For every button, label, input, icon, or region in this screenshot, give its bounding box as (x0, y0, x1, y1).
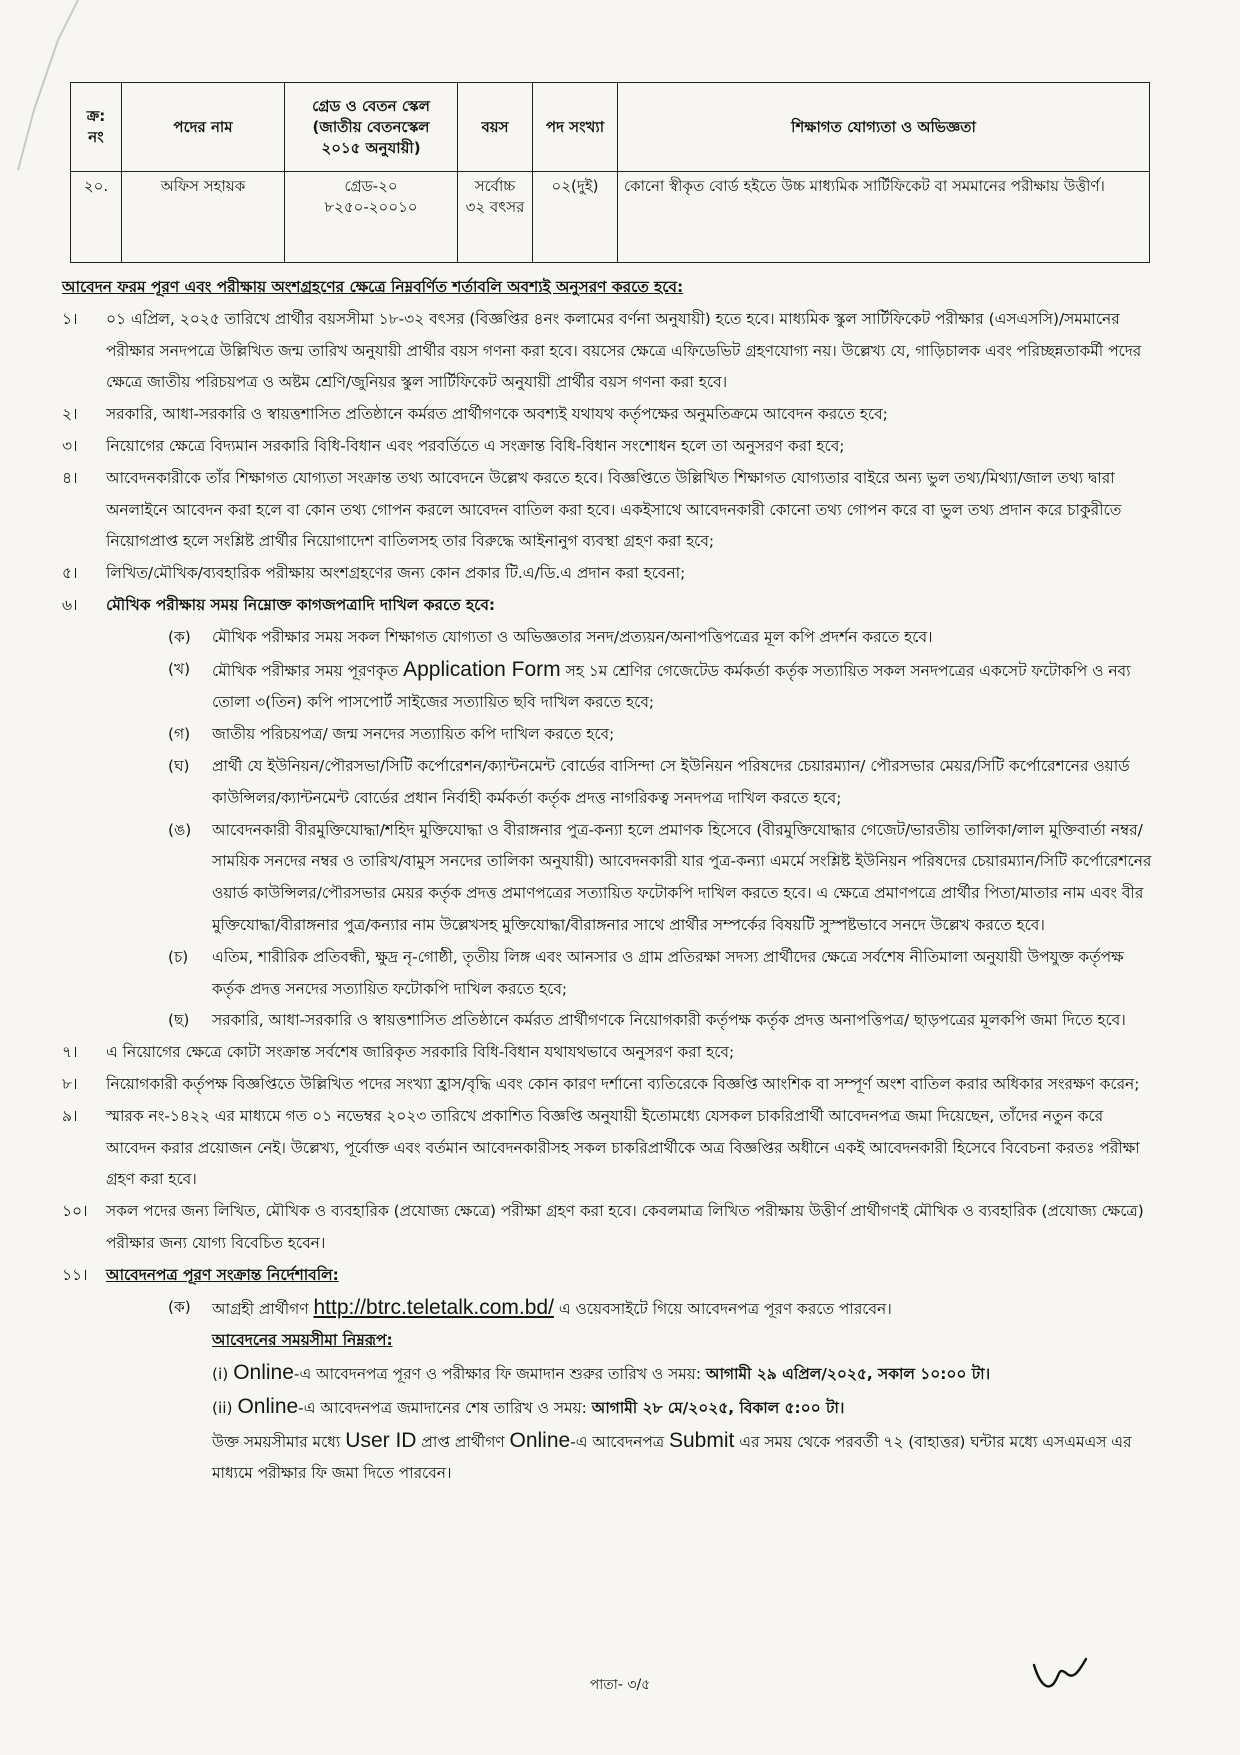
deadline-end-date: আগামী ২৮ মে/২০২৫, বিকাল ৫:০০ টা। (591, 1398, 845, 1417)
condition-item (62, 463, 1154, 558)
header-grade-scale: গ্রেড ও বেতন স্কেল (জাতীয় বেতনস্কেল ২০১৫ অনুযায়ী) (285, 83, 458, 172)
sub-item-text: এ ওয়েবসাইটে গিয়ে আবেদনপত্র পূরণ করতে পারবেন। (558, 1299, 892, 1318)
item-number: ৯। (62, 1106, 78, 1125)
sub-item (62, 622, 1154, 654)
sub-item-mark: (ঘ) (168, 756, 190, 775)
online-text: Online (233, 1361, 294, 1385)
condition-item (62, 1069, 1154, 1101)
cell-post-name: অফিস সহায়ক (122, 172, 285, 263)
item-text: স্মারক নং-১৪২২ এর মাধ্যমে গত ০১ নভেম্বর ২০২৩ তারিখে প্রকাশিত বিজ্ঞপ্তি অনুযায়ী ইতোমধ্যে যেসকল চাকরিপ্রার্থী আবেদনপত্র জমা দিয়েছেন, তাঁদের নতুন করে আবেদন করার প্রয়োজন নেই। উল্লেখ্য, পূর্বোক্ত এবং বর্তমান আবেদনকারীসহ সকল চাকরিপ্রার্থীকে অত্র বিজ্ঞপ্তির অধীনে একই আবেদনকারী হিসেবে বিবেচনা করতঃ পরীক্ষা গ্রহণ করা হবে। (106, 1106, 1140, 1189)
condition-item (62, 304, 1154, 399)
sub-item-mark: (ছ) (168, 1011, 190, 1030)
item-number: ১। (62, 309, 78, 328)
deadline-start (62, 1357, 1154, 1391)
sub-item-text: সরকারি, আধা-সরকারি ও স্বায়ত্তশাসিত প্রতিষ্ঠানে কর্মরত প্রার্থীগণকে নিয়োগকারী কর্তৃপক্ষ কর্তৃক প্রদত্ত অনাপত্তিপত্র/ ছাড়পত্রের মূলকপি জমা দিতে হবে। (212, 1011, 1126, 1030)
sub-item (62, 815, 1154, 942)
sub-item-mark: (ঙ) (168, 820, 192, 839)
sub-item-text: এতিম, শারীরিক প্রতিবন্ধী, ক্ষুদ্র নৃ-গোষ্ঠী, তৃতীয় লিঙ্গ এবং আনসার ও গ্রাম প্রতিরক্ষা সদস্য প্রার্থীদের ক্ষেত্রে সর্বশেষ নীতিমালা অনুযায়ী উপযুক্ত কর্তৃপক্ষ কর্তৃক প্রদত্ত সনদের সত্যায়িত ফটোকপি দাখিল করতে হবে; (212, 947, 1124, 998)
deadline-title: আবেদনের সময়সীমা নিম্নরূপ: (212, 1331, 393, 1350)
fee-note (62, 1425, 1154, 1491)
sub-item-mark: (চ) (168, 947, 189, 966)
item-number: ২। (62, 405, 78, 424)
header-serial: ক্র: নং (71, 83, 122, 172)
item-text: নিয়োগের ক্ষেত্রে বিদ্যমান সরকারি বিধি-বিধান এবং পরবর্তিতে এ সংক্রান্ত বিধি-বিধান সংশোধন হলে তা অনুসরণ করা হবে; (106, 436, 845, 455)
header-post-name: পদের নাম (122, 83, 285, 172)
item-number: ৭। (62, 1043, 78, 1062)
item-text: এ নিয়োগের ক্ষেত্রে কোটা সংক্রান্ত সর্বশেষ জারিকৃত সরকারি বিধি-বিধান যথাযথভাবে অনুসরণ করা হবে; (106, 1043, 735, 1062)
sub-item-text: আগ্রহী প্রার্থীগণ (212, 1299, 309, 1318)
sub-item (62, 751, 1154, 815)
fee-note-text: এর সময় থেকে পরবর্তী ৭২ (বাহাত্তর) ঘন্টার মধ্যে এসএমএস এর মাধ্যমে পরীক্ষার ফি জমা দিতে পারবেন। (212, 1432, 1132, 1483)
sub-item-text: মৌখিক পরীক্ষার সময় সকল শিক্ষাগত যোগ্যতা ও অভিজ্ঞতার সনদ/প্রত্যয়ন/অনাপত্তিপত্রের মূল কপি প্রদর্শন করতে হবে। (212, 627, 933, 646)
deadline-heading (62, 1325, 1154, 1357)
item-text: সকল পদের জন্য লিখিত, মৌখিক ও ব্যবহারিক (প্রযোজ্য ক্ষেত্রে) পরীক্ষা গ্রহণ করা হবে। কেবলমাত্র লিখিত পরীক্ষায় উত্তীর্ণ প্রার্থীগণই মৌখিক ও ব্যবহারিক (প্রযোজ্য ক্ষেত্রে) পরীক্ষার জন্য যোগ্য বিবেচিত হবেন। (106, 1202, 1144, 1252)
sub-item (62, 719, 1154, 751)
condition-item-6 (62, 590, 1154, 622)
table-header-row (71, 83, 1150, 172)
deadline-text: -এ আবেদনপত্র জমাদানের শেষ তারিখ ও সময়: (298, 1398, 587, 1417)
sub-item-text: সহ ১ম শ্রেণির গেজেটেড কর্মকর্তা কর্তৃক সত্যায়িত সকল সনদপত্রের একসেট ফটোকপি ও নব্য তোলা ৩(তিন) কপি পাসপোর্ট সাইজের সত্যায়িত ছবি দাখিল করতে হবে; (212, 661, 1131, 712)
conditions-section (62, 272, 1154, 1490)
item-number: ৩। (62, 436, 78, 455)
item-number: ৪। (62, 468, 78, 487)
sub-item-text: আবেদনকারী বীরমুক্তিযোদ্ধা/শহিদ মুক্তিযোদ্ধা ও বীরাঙ্গনার পুত্র-কন্যা হলে প্রমাণক হিসেবে (বীরমুক্তিযোদ্ধার গেজেট/ভারতীয় তালিকা/লাল মুক্তিবার্তা নম্বর/সাময়িক সনদের নম্বর ও তারিখ/বামুস সনদের তালিকা অনুযায়ী) আবেদনকারী যার পুত্র-কন্যা এমর্মে সংশ্লিষ্ট ইউনিয়ন পরিষদের চেয়ারম্যান/সিটি কর্পোরেশনের ওয়ার্ড কাউন্সিলর/পৌরসভার মেয়র কর্তৃক প্রদত্ত প্রমাণপত্রের সত্যায়িত ফটোকপি দাখিল করতে হবে। এ ক্ষেত্রে প্রমাণপত্রে প্রার্থীর পিতা/মাতার নাম এবং বীর মুক্তিযোদ্ধা/বীরাঙ্গনার পুত্র/কন্যার নাম উল্লেখসহ মুক্তিযোদ্ধা/বীরাঙ্গনার সাথে প্রার্থীর সম্পর্কের বিষয়টি সুস্পষ্টভাবে সনদে উল্লেখ করতে হবে। (212, 820, 1152, 934)
deadline-start-date: আগামী ২৯ এপ্রিল/২০২৫, সকাল ১০:০০ টা। (705, 1365, 991, 1384)
item-text: আবেদনকারীকে তাঁর শিক্ষাগত যোগ্যতা সংক্রান্ত তথ্য আবেদনে উল্লেখ করতে হবে। বিজ্ঞপ্তিতে উল্লিখিত শিক্ষাগত যোগ্যতার বাইরে অন্য ভুল তথ্য/মিথ্যা/জাল তথ্য দ্বারা অনলাইনে আবেদন করা হলে বা কোন তথ্য গোপন করলে আবেদন বাতিল করা হবে। একইসাথে আবেদনকারী কোনো তথ্য গোপন করে বা ভুল তথ্য প্রদান করে চাকুরীতে নিয়োগপ্রাপ্ত হলে সংশ্লিষ্ট প্রার্থীর নিয়োগাদেশ বাতিলসহ তার বিরুদ্ধে আইনানুগ ব্যবস্থা গ্রহণ করা হবে; (106, 468, 1122, 551)
table-row (71, 172, 1150, 263)
sub-item-mark: (ক) (168, 627, 191, 646)
sub-item-mark: (ক) (168, 1297, 191, 1316)
item-number: ১১। (62, 1265, 88, 1284)
header-age: বয়স (458, 83, 533, 172)
item-number: ৬। (62, 595, 78, 614)
item-number: ১০। (62, 1202, 88, 1221)
sub-item-mark: (গ) (168, 725, 191, 744)
cell-post-count: ০২(দুই) (533, 172, 618, 263)
sub-item (62, 654, 1154, 720)
sub-item-mark: (খ) (168, 659, 191, 678)
condition-item (62, 1196, 1154, 1260)
item-number: ৫। (62, 564, 78, 583)
cell-grade: গ্রেড-২০ (344, 177, 398, 195)
item-text: নিয়োগকারী কর্তৃপক্ষ বিজ্ঞপ্তিতে উল্লিখিত পদের সংখ্যা হ্রাস/বৃদ্ধি এবং কোন কারণ দর্শানো ব্যতিরেকে বিজ্ঞপ্তি আংশিক বা সম্পূর্ণ অংশ বাতিল করার অধিকার সংরক্ষণ করেন; (106, 1074, 1140, 1093)
item-11-title: আবেদনপত্র পূরণ সংক্রান্ত নির্দেশাবলি: (106, 1265, 339, 1284)
submit-text: Submit (669, 1428, 735, 1452)
cell-grade-scale (285, 172, 458, 263)
condition-item (62, 558, 1154, 590)
fee-note-text: উক্ত সময়সীমার মধ্যে (212, 1432, 341, 1451)
deadline-mark: (i) (212, 1365, 229, 1384)
deadline-end (62, 1391, 1154, 1425)
header-post-count: পদ সংখ্যা (533, 83, 618, 172)
sub-item (62, 942, 1154, 1006)
conditions-heading: আবেদন ফরম পূরণ এবং পরীক্ষায় অংশগ্রহণের ক্ষেত্রে নিম্নবর্ণিত শর্তাবলি অবশ্যই অনুসরণ করতে হবে: (62, 278, 684, 296)
deadline-mark: (ii) (212, 1398, 233, 1417)
page-number: পাতা- ৩/৫ (589, 1677, 651, 1693)
item-text: লিখিত/মৌখিক/ব্যবহারিক পরীক্ষায় অংশগ্রহণের জন্য কোন প্রকার টি.এ/ডি.এ প্রদান করা হবেনা; (106, 564, 686, 583)
item-text: ০১ এপ্রিল, ২০২৫ তারিখে প্রার্থীর বয়সসীমা ১৮-৩২ বৎসর (বিজ্ঞপ্তির ৪নং কলামের বর্ণনা অনুযায়ী) হতে হবে। মাধ্যমিক স্কুল সার্টিফিকেট পরীক্ষার (এসএসসি)/সমমানের পরীক্ষার সনদপত্রে উল্লিখিত জন্ম তারিখ অনুযায়ী প্রার্থীর বয়স গণনা করা হবে। বয়সের ক্ষেত্রে এফিডেভিট গ্রহণযোগ্য নয়। উল্লেখ্য যে, গাড়িচালক এবং পরিচ্ছন্নতাকর্মী পদের ক্ষেত্রে জাতীয় পরিচয়পত্র ও অষ্টম শ্রেণি/জুনিয়র স্কুল সার্টিফিকেট অনুযায়ী প্রার্থীর বয়স গণনা করা হবে। (106, 309, 1142, 392)
condition-item (62, 1037, 1154, 1069)
application-form-text: Application Form (403, 657, 561, 681)
fee-note-text: প্রাপ্ত প্রার্থীগণ (421, 1432, 505, 1451)
item-number: ৮। (62, 1074, 78, 1093)
initial-signature (1030, 1655, 1090, 1695)
sub-item (62, 1292, 1154, 1326)
sub-item-text: মৌখিক পরীক্ষার সময় পূরণকৃত (212, 661, 399, 680)
user-id-text: User ID (345, 1428, 417, 1452)
item-6-title: মৌখিক পরীক্ষায় সময় নিম্নোক্ত কাগজপত্রাদি দাখিল করতে হবে: (106, 595, 496, 614)
condition-item (62, 1101, 1154, 1196)
sub-item (62, 1005, 1154, 1037)
deadline-text: -এ আবেদনপত্র পূরণ ও পরীক্ষার ফি জমাদান শুরুর তারিখ ও সময়: (293, 1365, 702, 1384)
online-text: Online (509, 1428, 571, 1452)
cell-serial: ২০. (71, 172, 122, 263)
cell-scale: ৮২৫০-২০০১০ (324, 198, 418, 216)
cell-age: সর্বোচ্চ ৩২ বৎসর (458, 172, 533, 263)
item-text: সরকারি, আধা-সরকারি ও স্বায়ত্তশাসিত প্রতিষ্ঠানে কর্মরত প্রার্থীগণকে অবশ্যই যথাযথ কর্তৃপক্ষের অনুমতিক্রমে আবেদন করতে হবে; (106, 405, 888, 424)
condition-item (62, 399, 1154, 431)
condition-item-11 (62, 1260, 1154, 1292)
fee-note-text: -এ আবেদনপত্র (570, 1432, 665, 1451)
header-qualification: শিক্ষাগত যোগ্যতা ও অভিজ্ঞতা (618, 83, 1150, 172)
cell-qualification: কোনো স্বীকৃত বোর্ড হইতে উচ্চ মাধ্যমিক সার্টিফিকেট বা সমমানের পরীক্ষায় উত্তীর্ণ। (618, 172, 1150, 263)
sub-item-text: প্রার্থী যে ইউনিয়ন/পৌরসভা/সিটি কর্পোরেশন/ক্যান্টনমেন্ট বোর্ডের বাসিন্দা সে ইউনিয়ন পরিষদের চেয়ারম্যান/ পৌরসভার মেয়র/সিটি কর্পোরেশনের ওয়ার্ড কাউন্সিলর/ক্যান্টনমেন্ট বোর্ডের প্রধান নির্বাহী কর্মকর্তা কর্তৃক প্রদত্ত নাগরিকত্ব সনদপত্র দাখিল করতে হবে; (212, 756, 1130, 807)
condition-item (62, 431, 1154, 463)
online-text: Online (237, 1394, 299, 1418)
sub-item-text: জাতীয় পরিচয়পত্র/ জন্ম সনদের সত্যায়িত কপি দাখিল করতে হবে; (212, 725, 615, 744)
application-url-link[interactable]: http://btrc.teletalk.com.bd/ (313, 1295, 554, 1319)
post-table (70, 82, 1150, 263)
